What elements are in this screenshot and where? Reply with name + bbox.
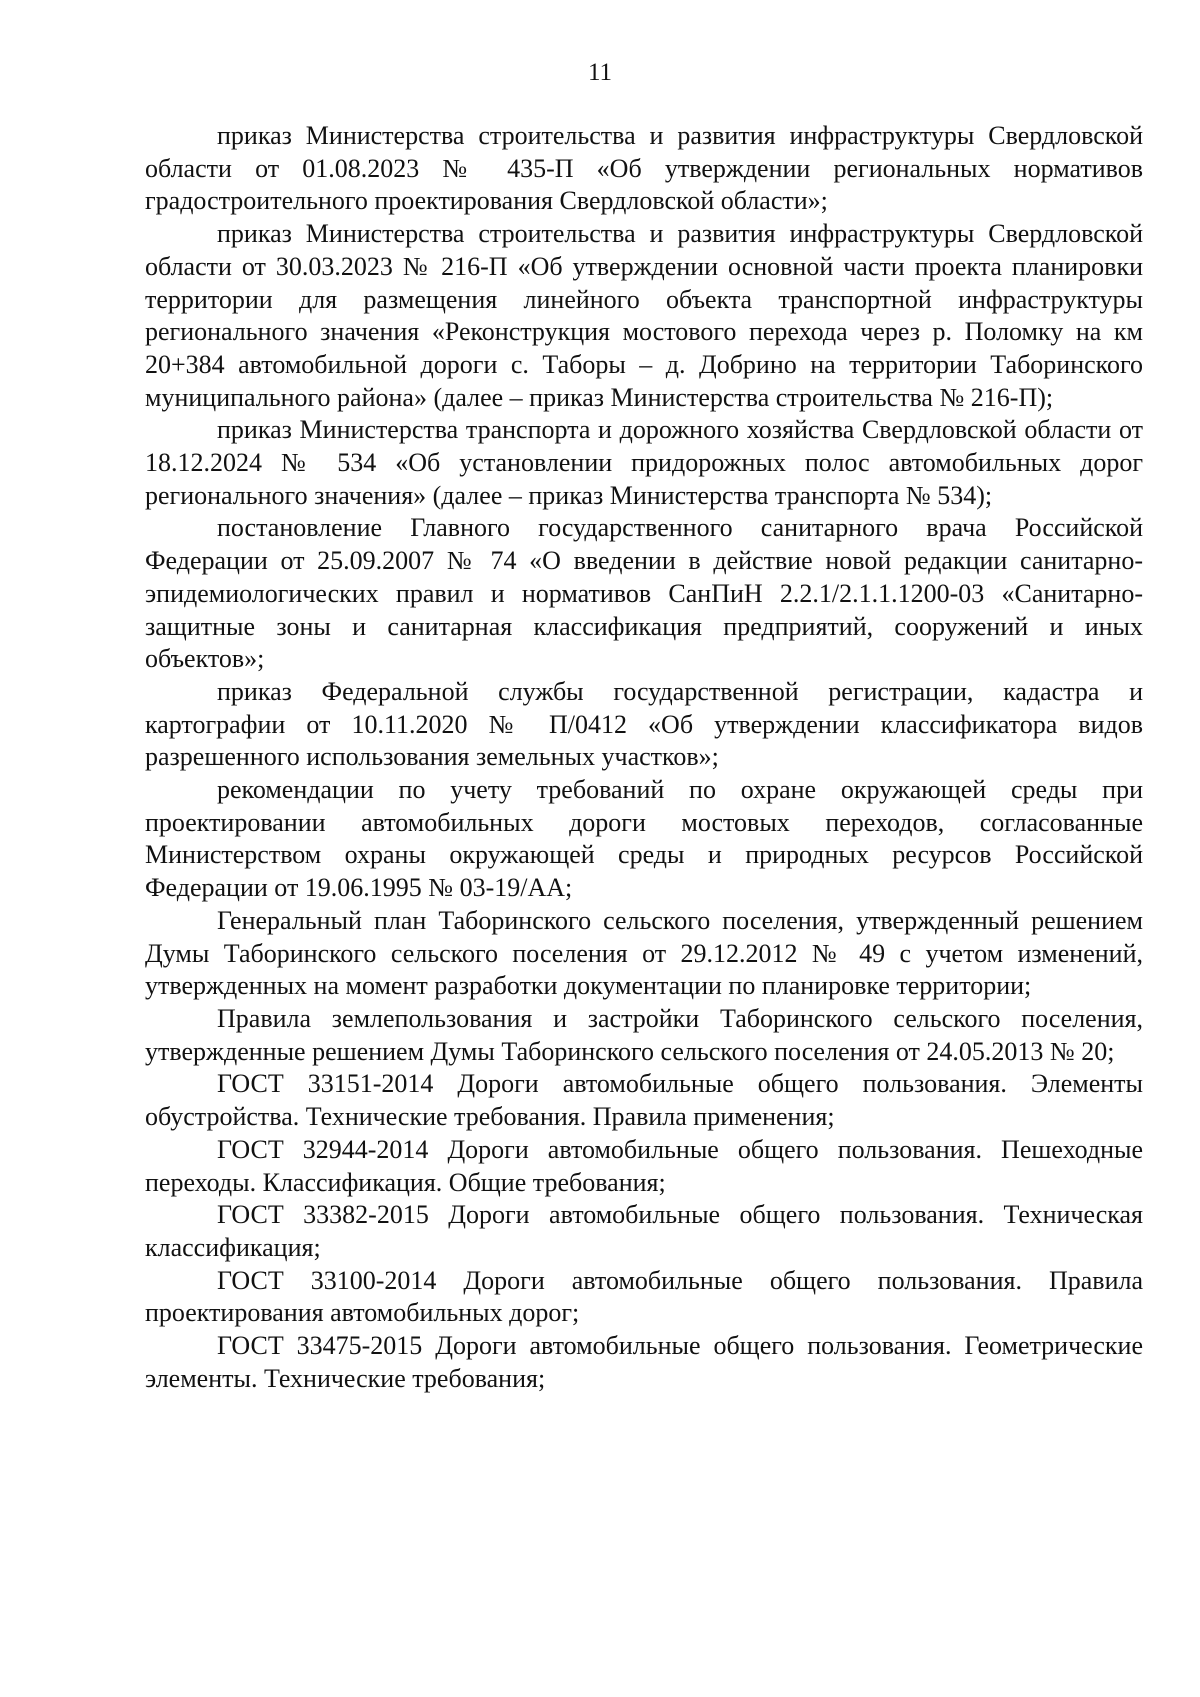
paragraph-general-plan: Генеральный план Таборинского сельского поселения, утвержденный решением Думы Таборинского сельского поселения от 29.12.2012 № 49 с учетом изменений, утвержденных на момент разработки документации по планировке территории;: [145, 905, 1143, 1001]
paragraph-order-435p: приказ Министерства строительства и развития инфраструктуры Свердловской области от 01.08.2023 № 435-П «Об утверждении региональных нормативов градостроительного проектирования Свердловской области»;: [145, 121, 1143, 216]
paragraph-gost-33382: ГОСТ 33382-2015 Дороги автомобильные общего пользования. Техническая классификация;: [145, 1200, 1143, 1262]
paragraph-sanpin-resolution: постановление Главного государственного санитарного врача Российской Федерации от 25.09.2007 № 74 «О введении в действие новой редакции санитарно-эпидемиологических правил и нормативов СанПиН 2.2.1/2.1.1.1200-03 «Санитарно-защитные зоны и санитарная классификация предприятий, сооружений и иных объектов»;: [145, 513, 1143, 674]
paragraph-order-216p: приказ Министерства строительства и развития инфраструктуры Свердловской области от 30.03.2023 № 216-П «Об утверждении основной части проекта планировки территории для размещения линейного объекта транспортной инфраструктуры регионального значения «Реконструкция мостового перехода через р. Поломку на км 20+384 автомобильной дороги с. Таборы – д. Добрино на территории Таборинского муниципального района» (далее – приказ Министерства строительства № 216-П);: [145, 219, 1143, 412]
paragraph-land-use-rules: Правила землепользования и застройки Таборинского сельского поселения, утвержденные решением Думы Таборинского сельского поселения от 24.05.2013 № 20;: [145, 1003, 1143, 1066]
page-number: 11: [587, 59, 613, 86]
paragraph-gost-33151: ГОСТ 33151-2014 Дороги автомобильные общего пользования. Элементы обустройства. Технические требования. Правила применения;: [145, 1069, 1143, 1132]
paragraph-order-534: приказ Министерства транспорта и дорожного хозяйства Свердловской области от 18.12.2024 № 534 «Об установлении придорожных полос автомобильных дорог регионального значения» (далее – приказ Министерства транспорта № 534);: [145, 415, 1143, 510]
paragraph-gost-33100: ГОСТ 33100-2014 Дороги автомобильные общего пользования. Правила проектирования автомобильных дорог;: [145, 1265, 1143, 1328]
document-body: [145, 120, 1143, 1395]
paragraph-gost-32944: ГОСТ 32944-2014 Дороги автомобильные общего пользования. Пешеходные переходы. Классификация. Общие требования;: [145, 1134, 1143, 1197]
paragraph-environment-recommendations: рекомендации по учету требований по охране окружающей среды при проектировании автомобильных дороги мостовых переходов, согласованные Министерством охраны окружающей среды и природных ресурсов Российской Федерации от 19.06.1995 № 03-19/АА;: [145, 775, 1143, 903]
paragraph-rosreestr-order: приказ Федеральной службы государственной регистрации, кадастра и картографии от 10.11.2020 № П/0412 «Об утверждении классификатора видов разрешенного использования земельных участков»;: [145, 676, 1143, 772]
paragraph-gost-33475: ГОСТ 33475-2015 Дороги автомобильные общего пользования. Геометрические элементы. Технические требования;: [145, 1331, 1143, 1393]
